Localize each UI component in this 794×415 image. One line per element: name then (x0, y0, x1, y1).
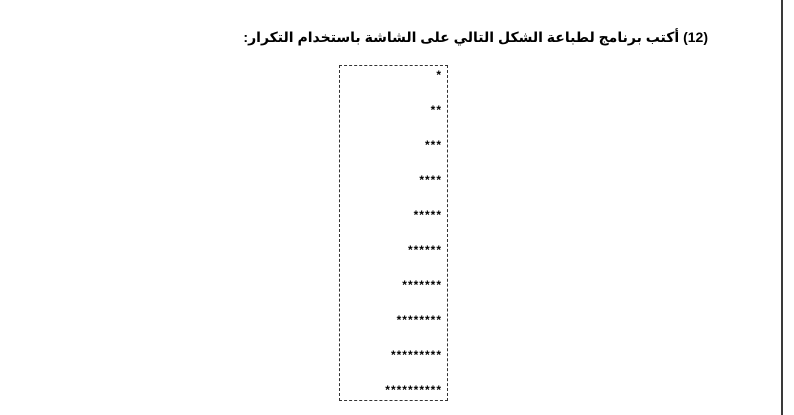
star-row: *** (424, 138, 442, 152)
page-edge-divider (781, 0, 783, 415)
question-heading (243, 28, 708, 46)
star-row: ********** (385, 383, 442, 397)
question-text: أكتب برنامج لطباعة الشكل التالي على الشاشة باستخدام التكرار: (243, 29, 680, 45)
star-row: **** (419, 173, 442, 187)
star-row: ** (430, 103, 442, 117)
star-row: ***** (413, 208, 442, 222)
star-row: ******* (402, 278, 442, 292)
star-row: ****** (407, 243, 442, 257)
question-number: (12) (683, 29, 708, 45)
pattern-output-box (339, 65, 448, 401)
star-row: * (436, 68, 442, 82)
star-row: ********* (390, 348, 442, 362)
star-row: ******** (396, 313, 442, 327)
